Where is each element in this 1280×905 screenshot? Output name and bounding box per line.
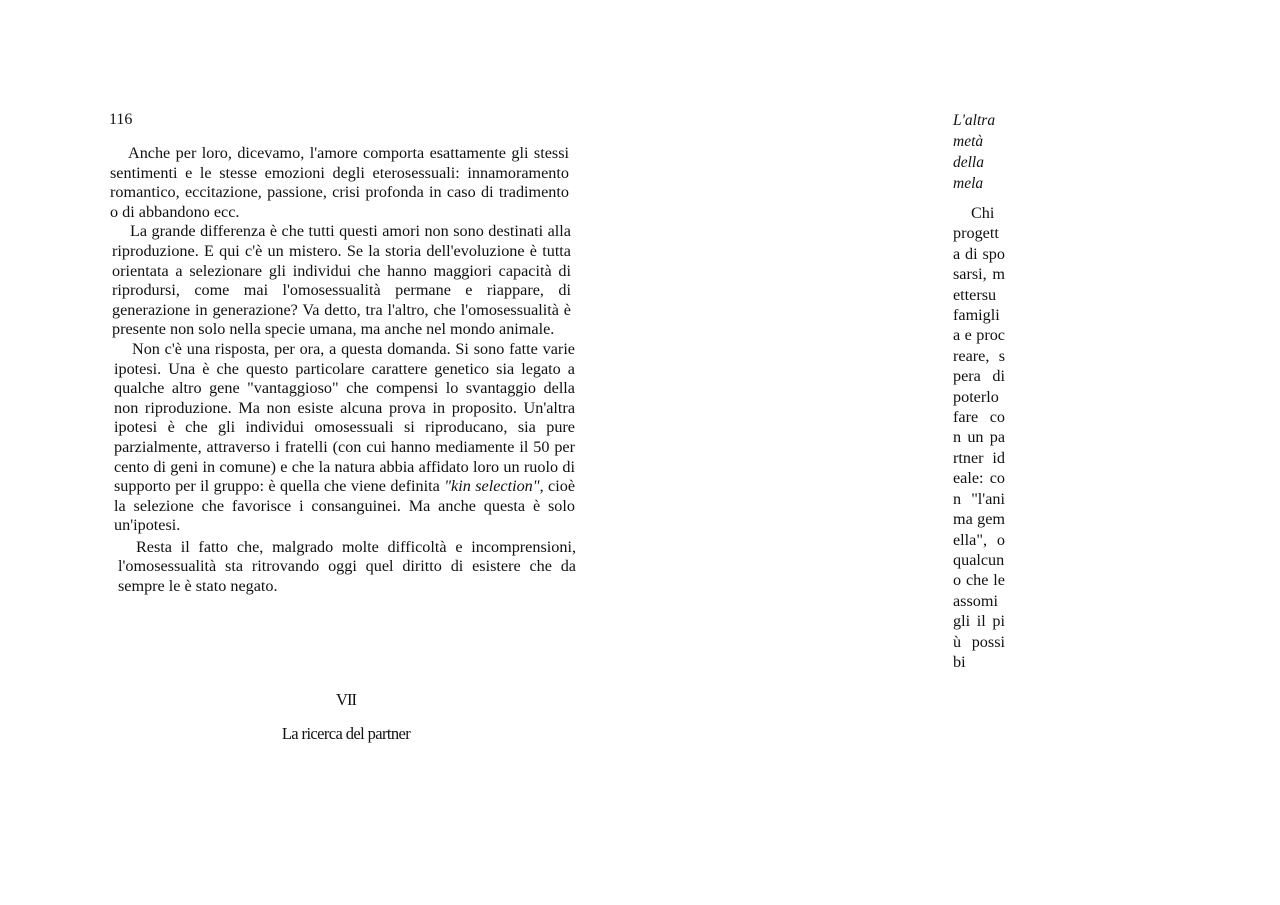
kin-selection-term: "kin selection" bbox=[444, 477, 540, 496]
paragraph-1: Anche per loro, dicevamo, l'amore comporta esattamente gli stessi sentimenti e le stesse emozioni degli eterosessuali: innamoramento romantico, eccitazione, passione, crisi profonda in caso di tradimento o di abbandono ecc. bbox=[110, 144, 569, 221]
page-number: 116 bbox=[109, 111, 133, 128]
paragraph-3-text-end: , cioè la selezione che favorisce i consanguinei. Ma anche questa è solo un'ipotesi. bbox=[114, 477, 576, 535]
paragraph-3-text: Non c'è una risposta, per ora, a questa domanda. Si sono fatte varie ipotesi. Una è che questo particolare carattere genetico sia legato a qualche altro gene "vantaggioso" che compensi lo svantaggio della non riproduzione. Ma non esiste alcuna prova in proposito. Un'altra ipotesi è che gli individui omosessuali si riproducano, sia pure parzialmente, attraverso i fratelli (con cui hanno mediamente il 50 per cento di geni in comune) e che la natura abbia affidato loro un ruolo di supporto per il gruppo: è quella che viene definita bbox=[114, 339, 575, 496]
paragraph-3 bbox=[114, 340, 575, 536]
chapter-number: VII bbox=[336, 690, 356, 709]
running-head: L'altra metà della mela bbox=[953, 112, 996, 192]
right-page-body: Chi progetta di sposarsi, mettersu famiglia e procreare, spera di poterlo fare con un partner ideale: con "l'anima gemella", o qualcuno che le assomigli il più possibi bbox=[953, 204, 1005, 671]
paragraph-4: Resta il fatto che, malgrado molte difficoltà e incomprensioni, l'omosessualità sta ritrovando oggi quel diritto di esistere che da sempre le è stato negato. bbox=[118, 537, 576, 596]
paragraph-2: La grande differenza è che tutti questi amori non sono destinati alla riproduzione. E qui c'è un mistero. Se la storia dell'evoluzione è tutta orientata a selezionare gli individui che hanno maggiori capacità di riprodursi, come mai l'omosessualità permane e riappare, di generazione in generazione? Va detto, tra l'altro, che l'omosessualità è presente non solo nella specie umana, ma anche nel mondo animale. bbox=[112, 222, 571, 339]
chapter-title: La ricerca del partner bbox=[281, 724, 411, 743]
left-page-body bbox=[110, 144, 578, 597]
